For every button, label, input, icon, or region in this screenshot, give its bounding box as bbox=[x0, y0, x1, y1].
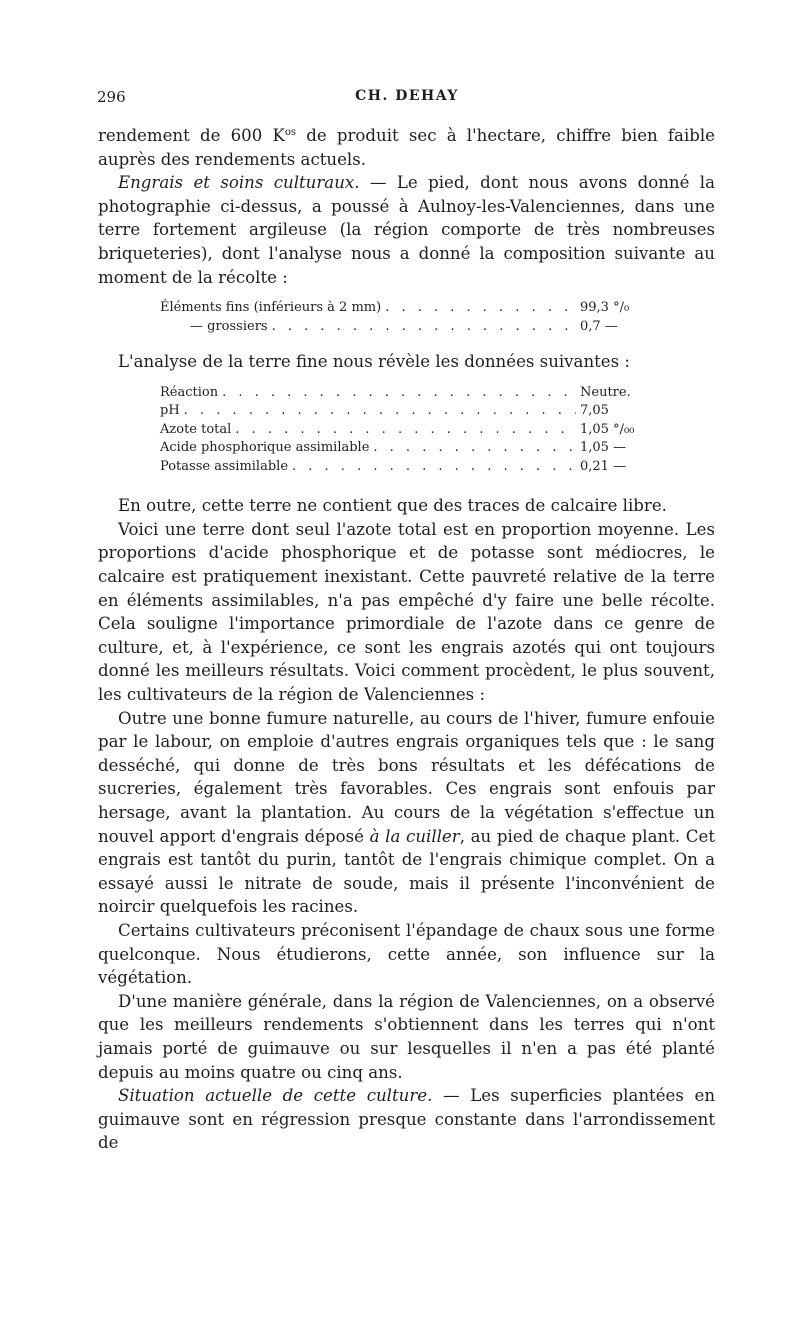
table-label: pH bbox=[160, 403, 180, 419]
paragraph-8-text: — Les superficies plantées en guimauve sont en régression presque constante dans l'arrondissement de bbox=[98, 1086, 716, 1153]
paragraph-1-text: rendement de 600 K bbox=[98, 126, 285, 145]
table-label: Réaction bbox=[160, 384, 219, 400]
leader-dots bbox=[235, 421, 576, 440]
paragraph-5-text-a: Outre une bonne fumure naturelle, au cours de l'hiver, fumure enfouie par le labour, on emploie d'autres engrais organiques tels que : le sang desséché, qui donne de très bons résultats et les défécations de sucreries, également très favorables. Ces engrais sont enfouis par hersage, avant la plantation. Au cours de la végétation s'effectue un nouvel apport d'engrais déposé bbox=[98, 708, 715, 846]
paragraph-1-rest: de produit sec à l'hectare, chiffre bien faible auprès des rendements actuels. bbox=[98, 126, 715, 169]
table-row bbox=[160, 458, 660, 477]
table-row bbox=[160, 318, 660, 337]
paragraph-5-italic: à la cuiller bbox=[369, 826, 460, 846]
leader-dots bbox=[184, 402, 576, 421]
paragraph-5 bbox=[98, 707, 715, 919]
running-head: CH. DEHAY bbox=[355, 88, 459, 104]
table-value: 0,7 — bbox=[580, 318, 618, 334]
table-row bbox=[160, 402, 660, 421]
leader-dots bbox=[385, 299, 576, 318]
leader-dots bbox=[373, 439, 576, 458]
soil-fraction-table bbox=[160, 299, 660, 336]
paragraph-7: D'une manière générale, dans la région de Valenciennes, on a observé que les meilleurs rendements s'obtiennent dans les terres qui n'ont jamais porté de guimauve ou sur lesquelles il n'en a pas été planté depuis au moins quatre ou cinq ans. bbox=[98, 991, 715, 1082]
table-label: Potasse assimilable bbox=[160, 458, 289, 474]
leader-dots bbox=[292, 458, 576, 477]
table-value: 99,3 °/₀ bbox=[580, 300, 630, 316]
soil-analysis-table bbox=[160, 384, 660, 477]
table-row bbox=[160, 439, 660, 458]
table-label: — grossiers bbox=[190, 318, 268, 334]
leader-dots bbox=[272, 318, 576, 337]
paragraph-4: Voici une terre dont seul l'azote total est en proportion moyenne. Les proportions d'acide phosphorique et de potasse sont médiocres, le calcaire est pratiquement inexistant. Cette pauvreté relative de la terre en éléments assimilables, n'a pas empêché d'y faire une belle récolte. Cela souligne l'importance primordiale de l'azote dans ce genre de culture, et, à l'expérience, ce sont les engrais azotés qui ont toujours donné les meilleurs résultats. Voici comment procèdent, le plus souvent, les cultivateurs de la région de Valenciennes : bbox=[98, 519, 715, 704]
table-label: Azote total bbox=[160, 421, 232, 437]
page-header bbox=[97, 88, 717, 112]
table-value: 1,05 °/₀₀ bbox=[580, 421, 635, 437]
paragraph-3: En outre, cette terre ne contient que des traces de calcaire libre. bbox=[118, 496, 667, 516]
paragraph-5-text-b: , au pied de chaque plant. Cet engrais est tantôt du purin, tantôt de l'engrais chimique complet. On a essayé aussi le nitrate de soude, mais il présente l'inconvénient de noircir quelquefois les racines. bbox=[98, 826, 715, 917]
table-value: 0,21 — bbox=[580, 458, 627, 474]
paragraph-8 bbox=[98, 1084, 715, 1155]
paragraph-1 bbox=[98, 124, 715, 171]
table-label: Éléments fins (inférieurs à 2 mm) bbox=[160, 300, 382, 316]
section-heading-engrais: Engrais et soins culturaux. bbox=[118, 173, 360, 193]
paragraph-2-text: — Le pied, dont nous avons donné la photographie ci-dessus, a poussé à Aulnoy-les-Valenciennes, dans une terre fortement argileuse (la région comporte de très nombreuses briqueteries), dont l'analyse nous a donné la composition suivante au moment de la récolte : bbox=[98, 173, 716, 287]
body-text bbox=[98, 124, 716, 1155]
table-value: 7,05 bbox=[580, 403, 609, 419]
section-heading-situation: Situation actuelle de cette culture. bbox=[118, 1086, 433, 1106]
table-row bbox=[160, 384, 660, 403]
paragraph-1-superscript: os bbox=[284, 127, 297, 138]
page-number: 296 bbox=[97, 88, 126, 106]
leader-dots bbox=[222, 384, 576, 403]
table-row bbox=[160, 421, 660, 440]
paragraph-table2-intro: L'analyse de la terre fine nous révèle les données suivantes : bbox=[118, 352, 631, 372]
paragraph-6: Certains cultivateurs préconisent l'épandage de chaux sous une forme quelconque. Nous étudierons, cette année, son influence sur la végétation. bbox=[98, 920, 715, 988]
table-row bbox=[160, 299, 660, 318]
table-value: 1,05 — bbox=[580, 440, 627, 456]
table-value: Neutre. bbox=[580, 384, 631, 400]
table-label: Acide phosphorique assimilable bbox=[160, 440, 370, 456]
paragraph-2 bbox=[98, 171, 715, 289]
